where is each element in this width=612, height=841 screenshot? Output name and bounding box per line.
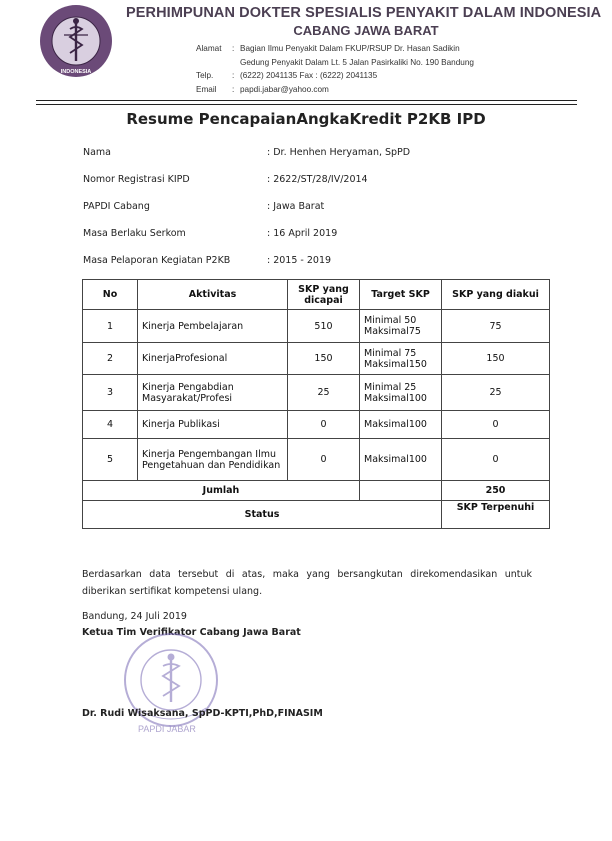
field-label-name: Nama xyxy=(83,147,112,158)
table-row: 2 KinerjaProfesional 150 Minimal 75 Maksimal150 150 xyxy=(83,343,550,375)
field-label-serkom: Masa Berlaku Serkom xyxy=(83,228,186,239)
header-rule-thin xyxy=(36,104,577,105)
email-value[interactable]: papdi.jabar@yahoo.com xyxy=(240,85,329,94)
signatory-name: Dr. Rudi Wisaksana, SpPD-KPTI,PhD,FINASIM xyxy=(82,708,323,719)
phone-label: Telp. xyxy=(196,71,214,80)
address-line-2: Gedung Penyakit Dalam Lt. 5 Jalan Pasirkaliki No. 190 Bandung xyxy=(240,58,474,67)
field-label-registration: Nomor Registrasi KIPD xyxy=(83,174,190,185)
address-row: Alamat : Bagian Ilmu Penyakit Dalam FKUP/RSUP Dr. Hasan Sadikin xyxy=(196,44,460,53)
status-label: Status xyxy=(83,501,442,529)
org-name: PERHIMPUNAN DOKTER SPESIALIS PENYAKIT DALAM INDONESIA xyxy=(126,5,602,21)
field-value-registration: : 2622/ST/28/IV/2014 xyxy=(267,174,368,185)
status-row xyxy=(83,501,550,529)
field-value-branch: : Jawa Barat xyxy=(267,201,325,212)
header-recognized: SKP yang diakui xyxy=(442,280,550,310)
total-label: Jumlah xyxy=(83,481,360,501)
header-activity: Aktivitas xyxy=(138,280,288,310)
email-label: Email xyxy=(196,85,217,94)
document-title: Resume PencapaianAngkaKredit P2KB IPD xyxy=(126,110,486,128)
table-row: 1 Kinerja Pembelajaran 510 Minimal 50 Maksimal75 75 xyxy=(83,310,550,343)
table-header-row xyxy=(83,280,550,310)
field-value-period: : 2015 - 2019 xyxy=(267,255,332,266)
phone-row: Telp. : (6222) 2041135 Fax : (6222) 2041135 xyxy=(196,71,378,80)
header-rule xyxy=(36,100,577,101)
logo-bottom-text: INDONESIA xyxy=(60,69,92,75)
table-row: 5 Kinerja Pengembangan Ilmu Pengetahuan dan Pendidikan 0 Maksimal100 0 xyxy=(83,439,550,481)
field-value-name: : Dr. Henhen Heryaman, SpPD xyxy=(267,147,411,158)
papdi-logo xyxy=(38,3,114,79)
signature-place-date: Bandung, 24 Juli 2019 xyxy=(82,611,187,622)
branch-name: CABANG JAWA BARAT xyxy=(293,23,439,38)
table-row: 3 Kinerja Pengabdian Masyarakat/Profesi 25 Minimal 25 Maksimal100 25 xyxy=(83,375,550,411)
status-value: SKP Terpenuhi xyxy=(442,501,550,529)
address-label: Alamat xyxy=(196,44,222,53)
address-line-1: Bagian Ilmu Penyakit Dalam FKUP/RSUP Dr. Hasan Sadikin xyxy=(240,44,460,53)
stamp-text: PAPDI JABAR xyxy=(138,724,196,734)
field-value-serkom: : 16 April 2019 xyxy=(267,228,338,239)
signature-role: Ketua Tim Verifikator Cabang Jawa Barat xyxy=(82,627,301,638)
recommendation-paragraph: Berdasarkan data tersebut di atas, maka yang bersangkutan direkomendasikan untuk diberikan sertifikat kompetensi ulang. xyxy=(82,569,532,597)
header-achieved: SKP yang dicapai xyxy=(288,280,360,310)
email-row: Email : papdi.jabar@yahoo.com xyxy=(196,85,329,94)
skp-table xyxy=(82,279,550,529)
header-no: No xyxy=(83,280,138,310)
total-value: 250 xyxy=(442,481,550,501)
address-row-2 xyxy=(196,58,474,67)
header-target: Target SKP xyxy=(360,280,442,310)
total-row xyxy=(83,481,550,501)
field-label-branch: PAPDI Cabang xyxy=(83,201,150,212)
field-label-period: Masa Pelaporan Kegiatan P2KB xyxy=(83,255,231,266)
phone-value: (6222) 2041135 Fax : (6222) 2041135 xyxy=(240,71,378,80)
table-row: 4 Kinerja Publikasi 0 Maksimal100 0 xyxy=(83,411,550,439)
